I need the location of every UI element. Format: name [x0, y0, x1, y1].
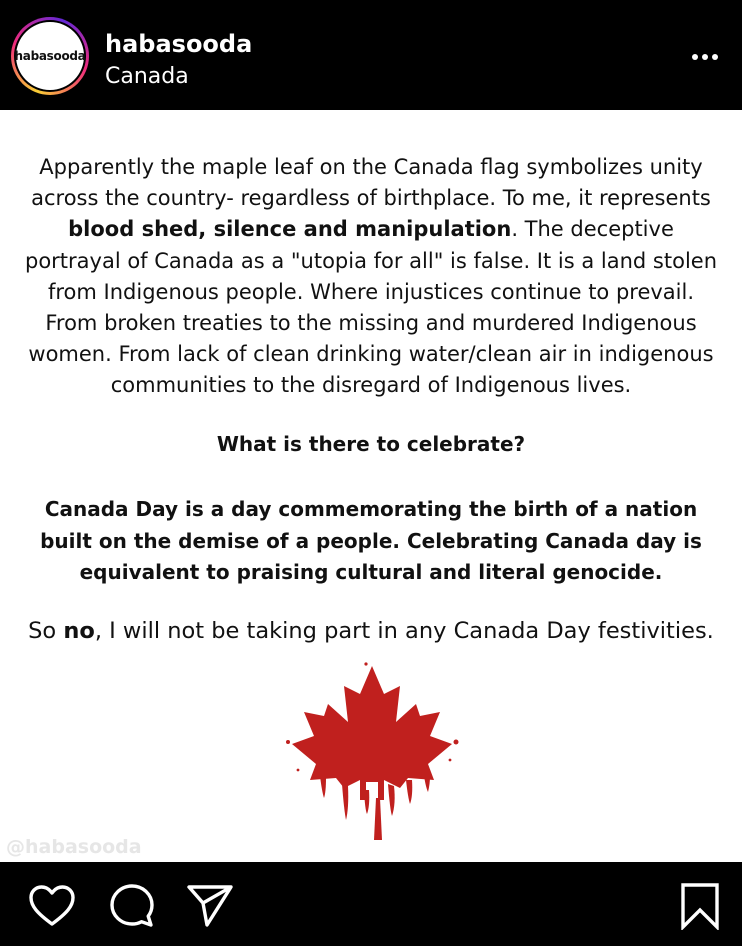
more-icon — [692, 54, 718, 60]
closing-text-end: , I will not be taking part in any Canada Day festivities. — [94, 618, 714, 644]
action-bar — [0, 862, 742, 946]
heart-icon — [29, 885, 75, 927]
watermark: @habasooda — [6, 836, 142, 858]
more-options-button[interactable] — [688, 40, 722, 74]
save-button[interactable] — [676, 882, 724, 930]
paragraph-text-start: Apparently the maple leaf on the Canada flag symbolizes unity across the country- regardless of birthplace. To me, it represents — [31, 155, 711, 211]
share-icon — [186, 884, 234, 928]
username[interactable]: habasooda — [105, 30, 253, 58]
bleeding-maple-leaf-icon — [280, 660, 465, 842]
post-header — [0, 0, 742, 110]
post-closing — [0, 618, 742, 644]
like-button[interactable] — [28, 882, 76, 930]
location[interactable]: Canada — [105, 64, 189, 89]
post-paragraph — [20, 152, 722, 402]
paragraph-text-end: . The deceptive portrayal of Canada as a "utopia for all" is false. It is a land stolen from Indigenous people. Where injustices continue to prevail. From broken treaties to the missing and murdered Indigenous women. From lack of clean drinking water/clean air in indigenous communities to the disregard of Indigenous lives. — [24, 217, 718, 398]
closing-text-start: So — [28, 618, 64, 644]
avatar-image — [16, 22, 84, 90]
avatar-logo-text: habasooda — [14, 49, 86, 63]
closing-bold-text: no — [63, 618, 95, 644]
comment-button[interactable] — [108, 882, 156, 930]
share-button[interactable] — [186, 882, 234, 930]
post-statement: Canada Day is a day commemorating the birth of a nation built on the demise of a people. Celebrating Canada day is equivalent to praising cultural and literal genocide. — [40, 497, 702, 584]
avatar[interactable] — [11, 17, 89, 95]
paragraph-bold-text: blood shed, silence and manipulation — [68, 217, 512, 242]
comment-icon — [109, 883, 155, 929]
post-question: What is there to celebrate? — [216, 432, 526, 456]
post-image[interactable] — [0, 110, 742, 862]
bookmark-icon — [680, 882, 720, 930]
